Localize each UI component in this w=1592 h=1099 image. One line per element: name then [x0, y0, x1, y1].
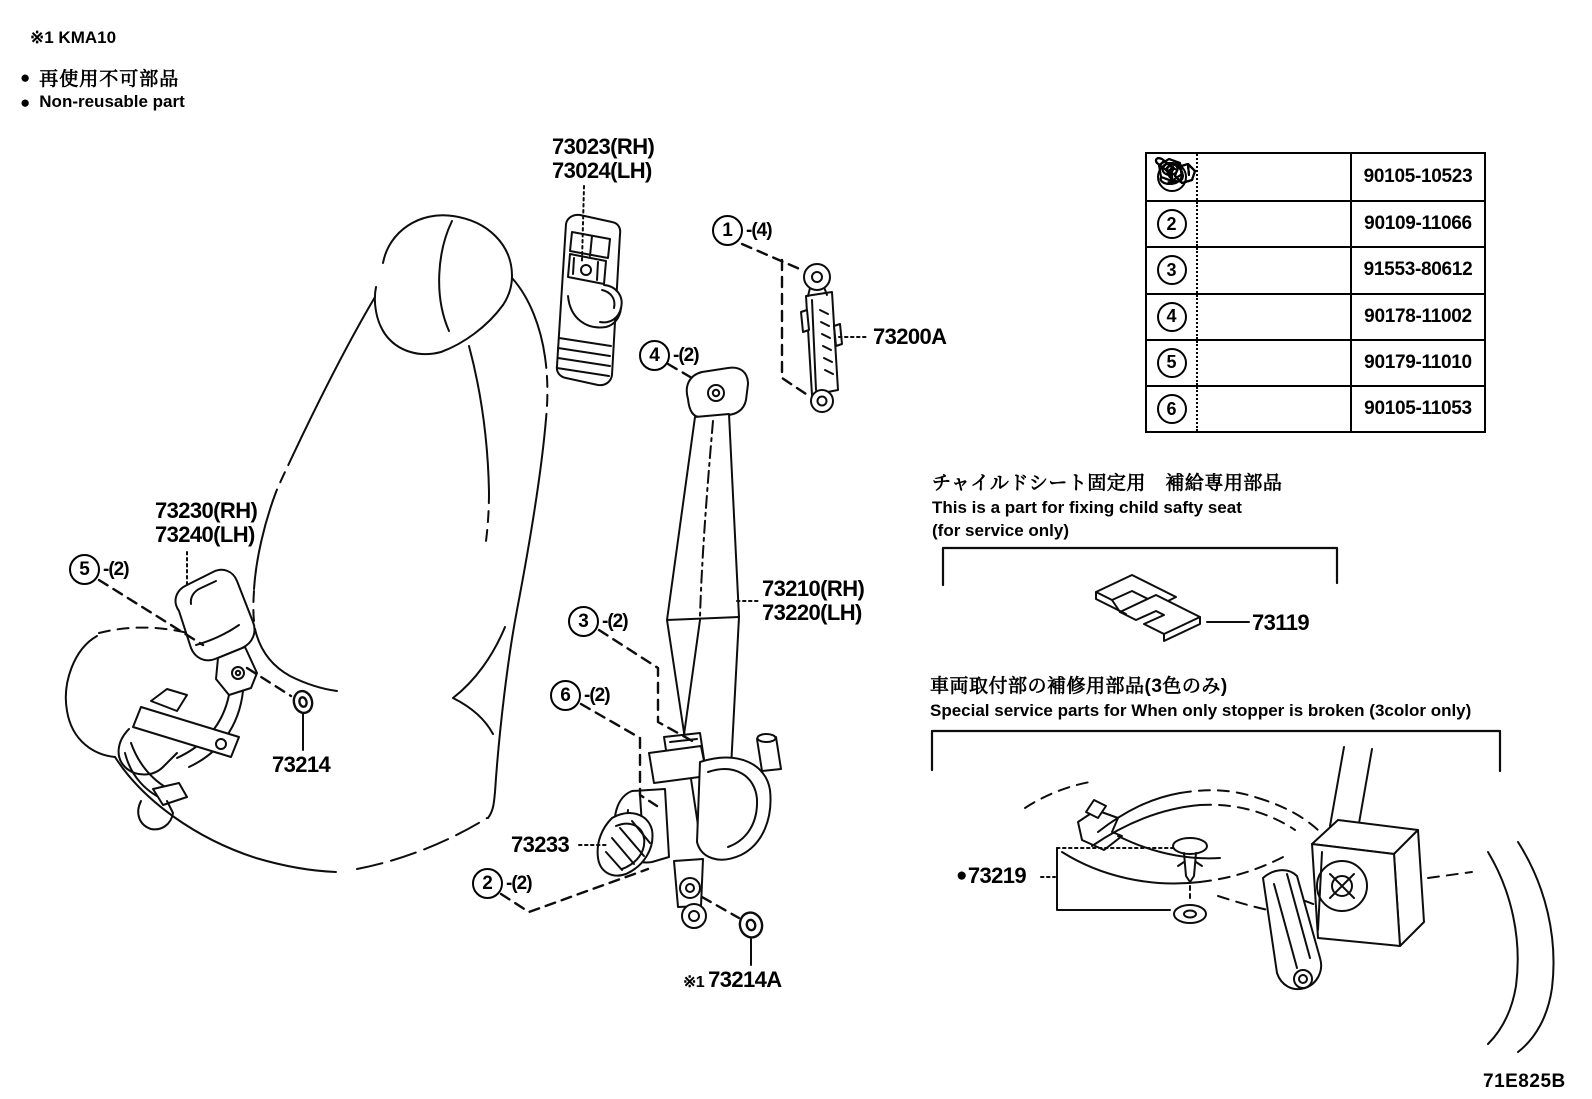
callout-circle[interactable]: 2: [472, 868, 503, 899]
shoulder-adjuster-art: [801, 264, 842, 412]
callout-count: -(2): [673, 344, 699, 366]
label-inner-belt[interactable]: 73230(RH) 73240(LH): [155, 498, 258, 547]
stopper-service-section: [930, 671, 1471, 721]
callout-6[interactable]: [550, 680, 610, 711]
filled-circle-icon: ●: [956, 865, 967, 886]
callout-count: -(2): [584, 684, 610, 706]
child-seat-plate-art: [1096, 575, 1200, 641]
nonreusable-legend-jp: ● 再使用不可部品: [20, 68, 180, 90]
nonreusable-legend-en: ● Non-reusable part: [20, 92, 185, 112]
section-desc-en: Special service parts for When only stopper is broken (3color only): [930, 701, 1472, 720]
callout-1[interactable]: [712, 215, 772, 246]
label-washer-a[interactable]: ※1 73214A: [683, 967, 782, 992]
part-number[interactable]: 90179-11010: [1364, 351, 1472, 373]
table-row[interactable]: [1147, 293, 1484, 339]
child-seat-section: [932, 468, 1282, 541]
label-pillar-garnish[interactable]: 73023(RH) 73024(LH): [552, 134, 655, 183]
fastener-index: 4: [1147, 295, 1198, 339]
section-desc-en: This is a part for fixing child safty seat: [932, 498, 1242, 517]
figure-code: 71E825B: [1483, 1071, 1566, 1092]
part-number[interactable]: 90105-11053: [1364, 398, 1472, 420]
fastener-index: 1: [1147, 154, 1198, 200]
inner-belt-buckle-art: [119, 570, 257, 830]
callout-circle[interactable]: 4: [639, 340, 670, 371]
callout-circle[interactable]: 5: [69, 554, 100, 585]
label-outer-belt[interactable]: 73210(RH) 73220(LH): [762, 576, 865, 625]
nut-icon: [1198, 341, 1352, 385]
label-washer[interactable]: 73214: [272, 752, 331, 777]
callout-2[interactable]: [472, 868, 532, 899]
callout-3[interactable]: [568, 606, 628, 637]
table-row[interactable]: [1147, 200, 1484, 246]
fastener-index: 6: [1147, 387, 1198, 431]
table-row[interactable]: [1147, 339, 1484, 385]
callout-circle[interactable]: 1: [712, 215, 743, 246]
section-title-jp: 車両取付部の補修用部品(3色のみ): [930, 676, 1228, 697]
nut-icon: [1198, 295, 1352, 339]
callout-count: -(2): [506, 872, 532, 894]
part-number[interactable]: 90105-10523: [1363, 166, 1473, 188]
section-brackets: [932, 548, 1500, 771]
bolt-icon: [1198, 387, 1352, 431]
bolt-icon: [1198, 154, 1352, 200]
callout-5[interactable]: [69, 554, 129, 585]
table-row[interactable]: [1147, 385, 1484, 431]
bolt-icon: [1198, 248, 1352, 292]
stopper-service-art: [1025, 747, 1554, 1052]
filled-circle-icon: ●: [20, 92, 31, 112]
part-number[interactable]: 90109-11066: [1364, 213, 1472, 235]
fastener-index: 5: [1147, 341, 1198, 385]
fastener-table: [1145, 152, 1486, 433]
callout-count: -(2): [602, 610, 628, 632]
callout-circle[interactable]: 6: [550, 680, 581, 711]
fastener-index: 3: [1147, 248, 1198, 292]
fastener-index: 2: [1147, 202, 1198, 246]
table-row[interactable]: [1147, 246, 1484, 292]
bolt-icon: [1198, 202, 1352, 246]
callout-4[interactable]: [639, 340, 699, 371]
part-number[interactable]: 91553-80612: [1363, 259, 1473, 281]
section-title-jp: チャイルドシート固定用 補給専用部品: [932, 473, 1283, 494]
callout-count: -(4): [746, 219, 772, 241]
callout-count: -(2): [103, 558, 129, 580]
variant-note: ※1 KMA10: [30, 28, 117, 47]
section-note-en: (for service only): [932, 521, 1069, 540]
label-shoulder-adjuster[interactable]: 73200A: [873, 324, 947, 349]
pillar-garnish-art: [557, 215, 622, 385]
part-number[interactable]: 90178-11002: [1364, 305, 1472, 327]
filled-circle-icon: ●: [20, 68, 31, 87]
label-stopper[interactable]: ● 73219: [956, 863, 1027, 888]
label-child-seat-plate[interactable]: 73119: [1252, 610, 1309, 635]
callout-circle[interactable]: 3: [568, 606, 599, 637]
label-anchor-bezel[interactable]: 73233: [511, 832, 570, 857]
